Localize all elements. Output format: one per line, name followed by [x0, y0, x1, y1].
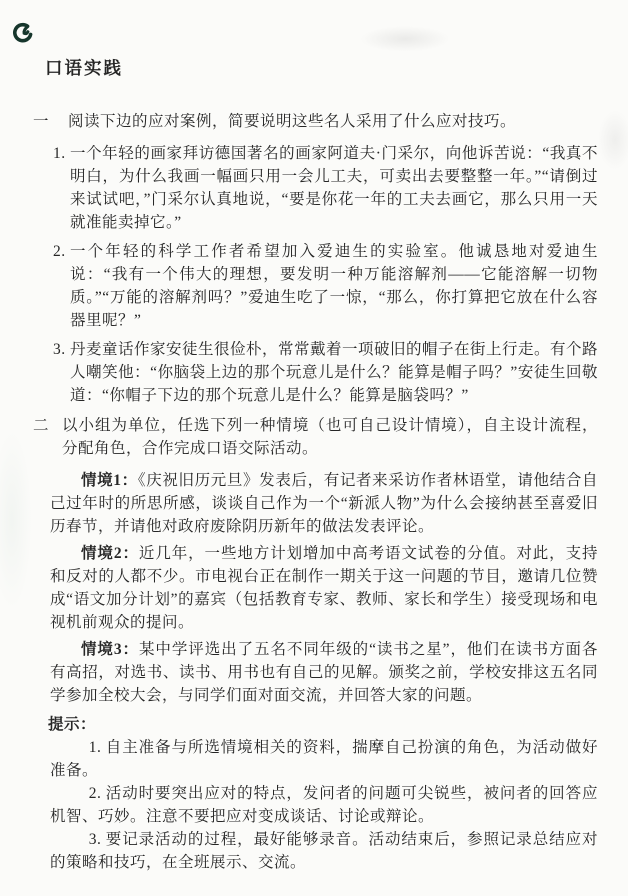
page-title: 口语实践: [45, 58, 123, 78]
hint-number: 3.: [88, 831, 102, 848]
section-one-intro: 阅读下边的应对案例，简要说明这些名人采用了什么应对技巧。: [68, 113, 517, 130]
hint-number: 1.: [88, 739, 102, 756]
scenario-2: [50, 542, 598, 634]
scenario-1: [50, 469, 598, 538]
scenario-1-text: 《庆祝旧历元旦》发表后，有记者来采访作者林语堂，请他结合自己过年时的所思所感，谈谈自己作为一个“新派人物”为什么会接纳甚至喜爱旧历春节，并请他对政府废除阴历新年的做法发表评论。: [50, 472, 598, 535]
case-text: 一个年轻的画家拜访德国著名的画家阿道夫·门采尔，向他诉苦说：“我真不明白，为什么我画一幅画只用一会儿工夫，可卖出去要整整一年。”“请倒过来试试吧，”门采尔认真地说，“要是你花一年的工夫去画它，那么只用一天就准能卖掉它。”: [70, 145, 598, 231]
case-text: 一个年轻的科学工作者希望加入爱迪生的实验室。他诚恳地对爱迪生说：“我有一个伟大的理想，要发明一种万能溶解剂——它能溶解一切物质。”“万能的溶解剂吗？”爱迪生吃了一惊，“那么，你打算把它放在什么容器里呢？”: [70, 243, 598, 329]
section-two-header: [33, 414, 598, 460]
section-two-marker: 二: [33, 417, 50, 434]
case-item-1: [53, 142, 598, 234]
case-number: 2.: [53, 243, 66, 260]
case-text: 丹麦童话作家安徒生很俭朴，常常戴着一项破旧的帽子在街上行走。有个路人嘲笑他：“你脑袋上边的那个玩意儿是什么？能算是帽子吗？”安徒生回敬道：“你帽子下边的那个玩意儿是什么？能算是脑袋吗？”: [70, 341, 599, 404]
scenario-3: [50, 638, 598, 707]
case-list: [53, 142, 598, 407]
hint-item-3: [50, 828, 598, 874]
section-one-header: [33, 110, 598, 133]
hint-item-2: [50, 782, 598, 828]
case-number: 3.: [53, 341, 66, 358]
scenario-2-text: 近几年，一些地方计划增加中高考语文试卷的分值。对此，支持和反对的人都不少。市电视台正在制作一期关于这一问题的节目，邀请几位赞成“语文加分计划”的嘉宾（包括教育专家、教师、家长和学生）接受现场和电视机前观众的提问。: [50, 545, 598, 631]
scenario-3-text: 某中学评选出了五名不同年级的“读书之星”，他们在读书方面各有高招，对选书、读书、用书也有自己的见解。颁奖之前，学校安排这五名同学参加全校大会，与同学们面对面交流，并回答大家的问题。: [50, 641, 598, 704]
section-two-intro: 以小组为单位，任选下列一种情境（也可自己设计情境），自主设计流程，分配角色，合作完成口语交际活动。: [62, 417, 598, 457]
case-item-3: [53, 338, 598, 407]
case-item-2: [53, 240, 598, 332]
hint-number: 2.: [88, 785, 102, 802]
scenario-1-label: 情境1：: [81, 472, 138, 489]
hint-item-1: [50, 736, 598, 782]
scenario-2-label: 情境2：: [81, 545, 139, 562]
scenario-3-label: 情境3：: [81, 641, 139, 658]
case-number: 1.: [53, 145, 66, 162]
hint-text: 自主准备与所选情境相关的资料，揣摩自己扮演的角色，为活动做好准备。: [50, 739, 598, 779]
hint-text: 要记录活动的过程，最好能够录音。活动结束后，参照记录总结应对的策略和技巧，在全班展示、交流。: [50, 831, 598, 871]
hints-heading: 提示：: [48, 716, 97, 733]
hint-text: 活动时要突出应对的特点，发问者的问题可尖锐些，被问者的回答应机智、巧妙。注意不要把应对变成谈话、讨论或辩论。: [50, 785, 598, 825]
section-one-marker: 一: [33, 113, 50, 130]
